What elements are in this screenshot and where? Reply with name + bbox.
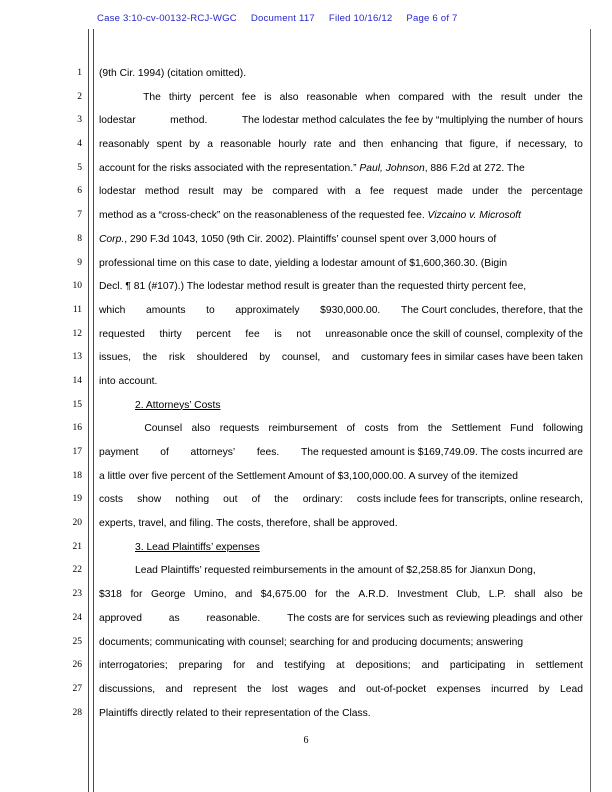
body-word: The lodestar method calculates the fee by “multiplying the number of hours [241,115,583,127]
body-word: shouldered [196,352,248,364]
body-word: show [137,494,162,506]
line-number: 8 [77,233,82,244]
body-word: percent [196,328,231,340]
line-number: 13 [72,352,82,363]
body-word: out-of-pocket [366,683,427,695]
pleading-rule-right [590,29,591,792]
body-line [99,417,583,441]
body-word: figure, [469,139,499,151]
body-text-segment: professional time on this case to date, yielding a lodestar amount of $1,600,360.30. (Bigin [99,257,508,269]
ecf-filing-header [97,13,458,24]
line-number: 16 [72,423,82,434]
body-word: ordinary: [302,494,343,506]
body-word: compared [272,186,319,198]
body-word: and [421,660,439,672]
body-word: incurred [491,683,529,695]
body-word: Settlement [451,423,501,435]
body-line [99,252,583,276]
body-text-segment: Plaintiffs directly related to their representation of the Class. [99,707,371,719]
body-word: costs [364,423,389,435]
body-word: A.R.D. [358,589,389,601]
body-word: may [222,186,243,198]
body-word: approved [99,612,142,624]
body-word: then [363,139,384,151]
body-word: at [336,660,345,672]
body-word: testifying [284,660,326,672]
body-line [99,180,583,204]
line-number: 26 [72,660,82,671]
body-line [99,86,583,110]
body-word: amounts [145,304,186,316]
body-word: that [445,139,463,151]
body-word: the [247,683,262,695]
body-word: result [500,91,527,103]
body-word: following [542,423,583,435]
case-citation-italic: Corp. [99,233,125,245]
body-word: for [233,660,246,672]
body-word: a [207,139,213,151]
line-number: 12 [72,328,82,339]
body-word: percentage [531,186,583,198]
ecf-document-number: Document 117 [250,13,315,24]
line-number: 9 [77,257,82,268]
body-line [99,62,583,86]
body-word: also [279,91,299,103]
body-word: and [332,352,350,364]
body-word: if [505,139,511,151]
section-heading [99,536,583,560]
body-line [99,109,583,133]
body-word: with [452,91,471,103]
body-word: participating [449,660,506,672]
section-heading [99,394,583,418]
body-line [99,204,583,228]
line-number: 6 [77,186,82,197]
line-number: 3 [77,115,82,126]
line-number: 14 [72,375,82,386]
body-word: also [543,589,563,601]
body-word: represent [193,683,237,695]
body-text-segment: a little over five percent of the Settlement Amount of $3,100,000.00. A survey of the itemized [99,470,518,482]
line-number: 2 [77,91,82,102]
line-number: 23 [72,589,82,600]
body-word: under [472,186,499,198]
body-word: method. [170,115,208,127]
body-word: compared [398,91,445,103]
body-word: of [346,423,356,435]
line-number: 4 [77,139,82,150]
body-word: method [144,186,180,198]
body-word: and [165,683,183,695]
body-word: is [264,91,272,103]
body-word: $318 [99,589,122,601]
body-word: be [251,186,264,198]
line-number: 15 [72,399,82,410]
body-word: counsel, [281,352,321,364]
body-word: The costs are for services such as reviewing pleadings and other [287,612,583,624]
document-body [99,62,583,725]
body-word: costs [99,494,124,506]
body-text-segment: Lead Plaintiffs’ requested reimbursements in the amount of $2,258.85 for Jianxun Dong, [135,565,536,577]
body-word: reasonable [220,139,272,151]
body-text-segment: , 886 F.2d at 272. The [424,162,525,174]
body-word: and [338,683,356,695]
body-word: requested [99,328,145,340]
body-word: The Court concludes, therefore, that the [400,304,583,316]
body-word: unreasonable once the skill of counsel, complexity of the [325,328,583,340]
body-line [99,702,583,726]
body-word: necessary, [517,139,567,151]
body-line [99,370,583,394]
paragraph-indent [99,86,135,110]
body-word: settlement [535,660,583,672]
body-line [99,465,583,489]
body-word: shall [514,589,536,601]
body-word: by [189,139,200,151]
body-word: for [315,589,328,601]
body-line [99,133,583,157]
body-word: George [150,589,186,601]
body-text-segment: documents; communicating with counsel; searching for and producing documents; answering [99,636,524,648]
body-word: thirty [159,328,182,340]
body-word: expenses [436,683,481,695]
body-word: attorneys’ [190,447,236,458]
body-word: of [251,494,261,506]
body-line [99,275,583,299]
body-line [99,323,583,347]
body-word: the [142,352,158,364]
body-word: enhancing [390,139,438,151]
case-citation-italic: Paul, Johnson [359,162,425,174]
body-word: requests [219,423,260,435]
body-word: to [574,139,583,151]
body-word: interrogatories; [99,660,168,672]
line-number: 28 [72,707,82,718]
body-word: and [338,139,356,151]
ecf-page-label: Page 6 of 7 [406,13,458,24]
body-word: the [507,186,523,198]
ecf-filed-date: Filed 10/16/12 [328,13,393,24]
body-word: lost [271,683,288,695]
body-word: hourly [278,139,307,151]
body-word: under [534,91,561,103]
line-number: 11 [72,304,82,315]
body-word: for [130,589,143,601]
body-text-segment: experts, travel, and filing. The costs, therefore, shall be approved. [99,518,398,530]
body-word: out [223,494,238,506]
body-word: discussions, [99,683,156,695]
body-word: rate [313,139,332,151]
body-line [99,607,583,631]
line-number: 22 [72,565,82,576]
body-word: wages [298,683,329,695]
body-word: depositions; [355,660,411,672]
body-word: reasonable [306,91,358,103]
paragraph-indent [99,417,135,441]
body-line [99,346,583,370]
line-number: 27 [72,683,82,694]
body-word: fee [245,328,260,340]
body-word: thirty [168,91,192,103]
line-number-gutter [56,62,82,725]
body-word: as [168,612,180,624]
body-word: Lead [560,683,583,695]
body-word: of [160,447,169,458]
line-number: 20 [72,518,82,529]
body-word: The [143,91,161,103]
body-line [99,583,583,607]
body-word: also [191,423,211,435]
body-word: preparing [178,660,223,672]
body-word: reasonably [99,139,150,151]
body-line [99,631,583,655]
body-word: Investment [397,589,448,601]
body-word: lodestar [99,186,136,198]
body-line [99,559,583,583]
body-word: costs include fees for transcripts, online research, [356,494,583,506]
body-word: customary fees in similar cases have been taken [360,352,583,364]
body-line [99,441,583,465]
body-word: not [296,328,311,340]
body-word: fees. [256,447,280,458]
body-text-segment: Decl. ¶ 81 (#107).) The lodestar method result is greater than the requested thirty percent fee, [99,281,527,293]
body-word: The requested amount is $169,749.09. The costs incurred are [300,447,583,458]
body-word: in [516,660,525,672]
body-word: risk [168,352,185,364]
body-word: Fund [510,423,534,435]
body-word: the [335,589,350,601]
body-word: the [274,494,289,506]
body-word: by [538,683,550,695]
body-word: to [206,304,215,316]
body-word: request [393,186,428,198]
line-number: 5 [77,162,82,173]
line-number: 21 [72,541,82,552]
body-word: spent [156,139,182,151]
body-line [99,299,583,323]
body-word: which [99,304,126,316]
body-word: issues, [99,352,132,364]
body-word: percent [199,91,234,103]
line-number: 7 [77,210,82,221]
case-citation-italic: Vizcaino v. Microsoft [427,210,522,222]
line-number: 17 [72,447,82,457]
body-line [99,678,583,702]
body-text-segment: (9th Cir. 1994) (citation omitted). [99,68,247,79]
body-text-segment: method as a “cross-check” on the reasonableness of the requested fee. [99,210,428,222]
pleading-rule-left-inner [93,29,94,792]
section-heading-text: 3. Lead Plaintiffs’ expenses [135,541,260,553]
line-number: 10 [72,281,82,292]
body-word: Umino, [193,589,227,601]
body-word: reimbursement [268,423,338,435]
section-heading-text: 2. Attorneys’ Costs [135,399,221,411]
body-word: lodestar [99,115,136,127]
body-text-segment: , 290 F.3d 1043, 1050 (9th Cir. 2002). Plaintiffs’ counsel spent over 3,000 hours of [124,233,497,245]
body-word: and [235,589,253,601]
body-line [99,488,583,512]
body-word: the [568,91,583,103]
body-text-segment: account for the risks associated with the representation.” [99,162,360,174]
line-number: 18 [72,470,82,481]
ecf-case-number: Case 3:10-cv-00132-RCJ-WGC [97,13,237,24]
body-line [99,157,583,181]
body-word: nothing [175,494,210,506]
line-number: 24 [72,612,82,623]
body-word: made [437,186,463,198]
body-word: $4,675.00 [260,589,307,601]
body-word: result [188,186,214,198]
body-word: is [274,328,282,340]
body-line [99,512,583,536]
body-word: $930,000.00. [320,304,381,316]
body-word: the [427,423,443,435]
body-text-segment: into account. [99,375,158,387]
body-word: L.P. [488,589,506,601]
body-line [99,228,583,252]
body-word: approximately [235,304,300,316]
body-word: from [397,423,419,435]
body-word: and [256,660,274,672]
body-word: be [571,589,583,601]
body-word: a [354,186,361,198]
body-word: fee [369,186,385,198]
line-number: 19 [72,494,82,505]
page-number: 6 [303,735,309,746]
body-word: with [327,186,346,198]
body-word: Counsel [144,423,183,435]
body-word: Club, [456,589,481,601]
line-number: 25 [72,636,82,647]
body-line [99,654,583,678]
line-number: 1 [77,68,82,78]
body-word: reasonable. [206,612,261,624]
body-word: fee [241,91,257,103]
pleading-rule-left-outer [88,29,89,792]
body-word: when [365,91,391,103]
body-word: the [478,91,493,103]
body-word: by [259,352,271,364]
body-word: payment [99,447,139,458]
